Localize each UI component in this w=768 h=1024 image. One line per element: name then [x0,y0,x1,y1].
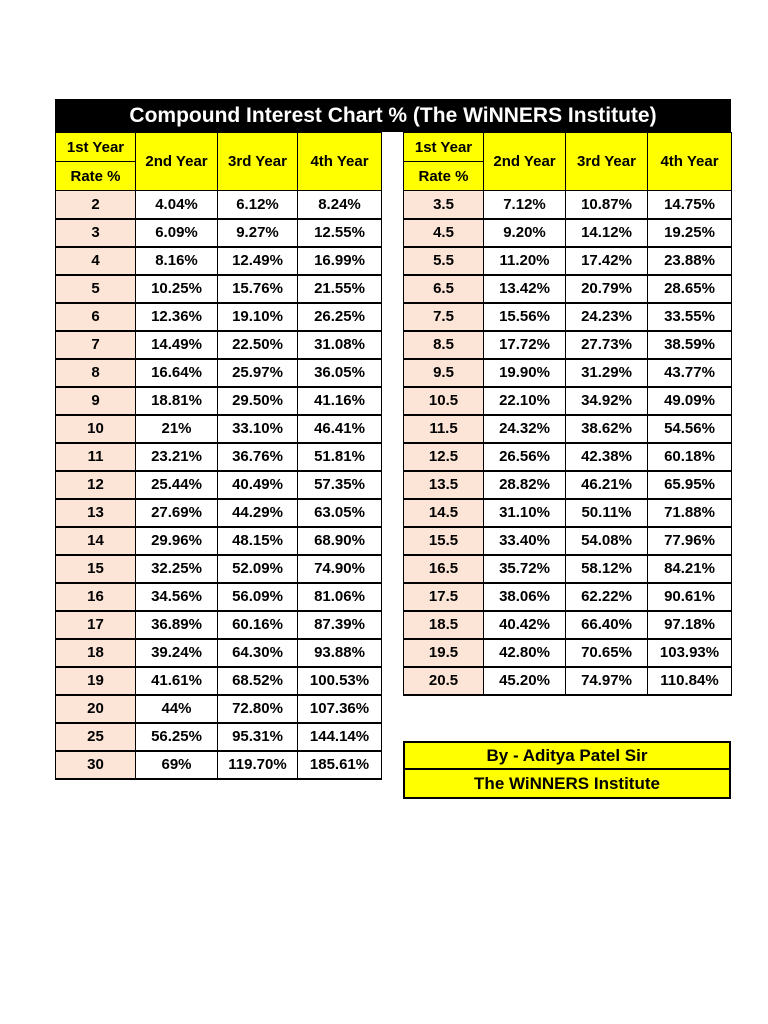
rate-cell: 3 [56,219,136,247]
rate-cell: 4 [56,247,136,275]
third-year-cell: 19.10% [218,303,298,331]
table-row [56,639,382,667]
third-year-cell: 70.65% [566,639,648,667]
rate-cell: 9 [56,387,136,415]
rate-cell: 19.5 [404,639,484,667]
rate-cell: 18.5 [404,611,484,639]
header-fourth-year: 4th Year [298,133,382,191]
header-fourth-year: 4th Year [648,133,732,191]
fourth-year-cell: 16.99% [298,247,382,275]
rate-cell: 10 [56,415,136,443]
table-row [56,387,382,415]
table-row [56,219,382,247]
table-row [404,555,732,583]
second-year-cell: 9.20% [484,219,566,247]
rate-cell: 7 [56,331,136,359]
table-row [56,471,382,499]
second-year-cell: 41.61% [136,667,218,695]
table-row [404,359,732,387]
third-year-cell: 42.38% [566,443,648,471]
fourth-year-cell: 81.06% [298,583,382,611]
table-row [56,303,382,331]
second-year-cell: 17.72% [484,331,566,359]
fourth-year-cell: 23.88% [648,247,732,275]
table-row [404,331,732,359]
fourth-year-cell: 87.39% [298,611,382,639]
fourth-year-cell: 68.90% [298,527,382,555]
rate-cell: 8.5 [404,331,484,359]
third-year-cell: 34.92% [566,387,648,415]
second-year-cell: 33.40% [484,527,566,555]
third-year-cell: 15.76% [218,275,298,303]
second-year-cell: 10.25% [136,275,218,303]
rate-cell: 5 [56,275,136,303]
second-year-cell: 25.44% [136,471,218,499]
second-year-cell: 8.16% [136,247,218,275]
third-year-cell: 20.79% [566,275,648,303]
header-first-year: 1st Year [404,133,484,162]
fourth-year-cell: 26.25% [298,303,382,331]
rate-cell: 14.5 [404,499,484,527]
fourth-year-cell: 107.36% [298,695,382,723]
third-year-cell: 66.40% [566,611,648,639]
credit-institute: The WiNNERS Institute [403,770,731,799]
rate-cell: 3.5 [404,191,484,219]
fourth-year-cell: 12.55% [298,219,382,247]
second-year-cell: 56.25% [136,723,218,751]
fourth-year-cell: 49.09% [648,387,732,415]
third-year-cell: 52.09% [218,555,298,583]
rate-cell: 16 [56,583,136,611]
credit-author: By - Aditya Patel Sir [403,741,731,770]
third-year-cell: 17.42% [566,247,648,275]
table-row [404,303,732,331]
rate-cell: 2 [56,191,136,219]
rate-cell: 20.5 [404,667,484,695]
rate-cell: 11 [56,443,136,471]
rate-cell: 5.5 [404,247,484,275]
table-row [56,331,382,359]
header-third-year: 3rd Year [566,133,648,191]
table-row [56,723,382,751]
third-year-cell: 62.22% [566,583,648,611]
table-row [56,443,382,471]
rate-cell: 4.5 [404,219,484,247]
fourth-year-cell: 103.93% [648,639,732,667]
rate-cell: 17 [56,611,136,639]
second-year-cell: 23.21% [136,443,218,471]
fourth-year-cell: 110.84% [648,667,732,695]
third-year-cell: 10.87% [566,191,648,219]
table-row [404,415,732,443]
fourth-year-cell: 33.55% [648,303,732,331]
second-year-cell: 16.64% [136,359,218,387]
fourth-year-cell: 57.35% [298,471,382,499]
second-year-cell: 14.49% [136,331,218,359]
second-year-cell: 44% [136,695,218,723]
fourth-year-cell: 46.41% [298,415,382,443]
fourth-year-cell: 14.75% [648,191,732,219]
second-year-cell: 21% [136,415,218,443]
fourth-year-cell: 21.55% [298,275,382,303]
table-row [56,583,382,611]
fourth-year-cell: 93.88% [298,639,382,667]
third-year-cell: 6.12% [218,191,298,219]
third-year-cell: 31.29% [566,359,648,387]
table-row [404,275,732,303]
second-year-cell: 26.56% [484,443,566,471]
third-year-cell: 68.52% [218,667,298,695]
second-year-cell: 4.04% [136,191,218,219]
second-year-cell: 29.96% [136,527,218,555]
third-year-cell: 27.73% [566,331,648,359]
third-year-cell: 9.27% [218,219,298,247]
rate-cell: 15.5 [404,527,484,555]
table-row [56,275,382,303]
third-year-cell: 54.08% [566,527,648,555]
table-row [404,443,732,471]
second-year-cell: 22.10% [484,387,566,415]
rate-cell: 6.5 [404,275,484,303]
third-year-cell: 33.10% [218,415,298,443]
rate-cell: 15 [56,555,136,583]
third-year-cell: 12.49% [218,247,298,275]
second-year-cell: 32.25% [136,555,218,583]
fourth-year-cell: 71.88% [648,499,732,527]
third-year-cell: 14.12% [566,219,648,247]
table-row [56,415,382,443]
rate-cell: 6 [56,303,136,331]
fourth-year-cell: 97.18% [648,611,732,639]
fourth-year-cell: 19.25% [648,219,732,247]
third-year-cell: 48.15% [218,527,298,555]
rate-cell: 30 [56,751,136,779]
header-second-year: 2nd Year [136,133,218,191]
third-year-cell: 44.29% [218,499,298,527]
rate-table-left [55,132,382,780]
third-year-cell: 60.16% [218,611,298,639]
fourth-year-cell: 43.77% [648,359,732,387]
header-third-year: 3rd Year [218,133,298,191]
third-year-cell: 29.50% [218,387,298,415]
fourth-year-cell: 28.65% [648,275,732,303]
rate-cell: 18 [56,639,136,667]
third-year-cell: 74.97% [566,667,648,695]
rate-cell: 14 [56,527,136,555]
table-row [404,191,732,219]
rate-cell: 20 [56,695,136,723]
table-row [56,527,382,555]
fourth-year-cell: 38.59% [648,331,732,359]
table-row [56,695,382,723]
rate-cell: 8 [56,359,136,387]
fourth-year-cell: 77.96% [648,527,732,555]
second-year-cell: 28.82% [484,471,566,499]
table-row [56,359,382,387]
fourth-year-cell: 63.05% [298,499,382,527]
third-year-cell: 46.21% [566,471,648,499]
rate-table-right [403,132,732,696]
table-row [404,527,732,555]
rate-cell: 9.5 [404,359,484,387]
fourth-year-cell: 100.53% [298,667,382,695]
fourth-year-cell: 185.61% [298,751,382,779]
second-year-cell: 36.89% [136,611,218,639]
third-year-cell: 72.80% [218,695,298,723]
table-row [404,611,732,639]
third-year-cell: 36.76% [218,443,298,471]
second-year-cell: 24.32% [484,415,566,443]
third-year-cell: 56.09% [218,583,298,611]
table-row [56,611,382,639]
header-rate: Rate % [56,162,136,191]
third-year-cell: 38.62% [566,415,648,443]
rate-cell: 10.5 [404,387,484,415]
third-year-cell: 40.49% [218,471,298,499]
second-year-cell: 6.09% [136,219,218,247]
third-year-cell: 119.70% [218,751,298,779]
rate-cell: 17.5 [404,583,484,611]
second-year-cell: 19.90% [484,359,566,387]
third-year-cell: 58.12% [566,555,648,583]
fourth-year-cell: 144.14% [298,723,382,751]
table-row [404,639,732,667]
second-year-cell: 34.56% [136,583,218,611]
rate-cell: 7.5 [404,303,484,331]
table-row [404,499,732,527]
table-row [56,191,382,219]
fourth-year-cell: 60.18% [648,443,732,471]
header-rate: Rate % [404,162,484,191]
rate-cell: 16.5 [404,555,484,583]
fourth-year-cell: 54.56% [648,415,732,443]
fourth-year-cell: 84.21% [648,555,732,583]
third-year-cell: 25.97% [218,359,298,387]
table-row [56,751,382,779]
fourth-year-cell: 36.05% [298,359,382,387]
table-row [56,499,382,527]
rate-cell: 12 [56,471,136,499]
table-row [404,247,732,275]
table-row [404,583,732,611]
second-year-cell: 42.80% [484,639,566,667]
table-row [404,219,732,247]
second-year-cell: 12.36% [136,303,218,331]
second-year-cell: 27.69% [136,499,218,527]
table-row [404,387,732,415]
header-second-year: 2nd Year [484,133,566,191]
second-year-cell: 40.42% [484,611,566,639]
second-year-cell: 13.42% [484,275,566,303]
second-year-cell: 11.20% [484,247,566,275]
fourth-year-cell: 41.16% [298,387,382,415]
table-row [56,247,382,275]
fourth-year-cell: 8.24% [298,191,382,219]
fourth-year-cell: 51.81% [298,443,382,471]
second-year-cell: 15.56% [484,303,566,331]
rate-cell: 25 [56,723,136,751]
rate-cell: 13.5 [404,471,484,499]
second-year-cell: 35.72% [484,555,566,583]
rate-cell: 12.5 [404,443,484,471]
table-row [56,555,382,583]
fourth-year-cell: 65.95% [648,471,732,499]
fourth-year-cell: 74.90% [298,555,382,583]
third-year-cell: 95.31% [218,723,298,751]
second-year-cell: 38.06% [484,583,566,611]
second-year-cell: 45.20% [484,667,566,695]
third-year-cell: 64.30% [218,639,298,667]
fourth-year-cell: 90.61% [648,583,732,611]
fourth-year-cell: 31.08% [298,331,382,359]
header-first-year: 1st Year [56,133,136,162]
table-row [404,667,732,695]
table-row [56,667,382,695]
third-year-cell: 50.11% [566,499,648,527]
second-year-cell: 39.24% [136,639,218,667]
second-year-cell: 7.12% [484,191,566,219]
page-title: Compound Interest Chart % (The WiNNERS Institute) [55,99,731,132]
rate-cell: 19 [56,667,136,695]
second-year-cell: 31.10% [484,499,566,527]
third-year-cell: 24.23% [566,303,648,331]
third-year-cell: 22.50% [218,331,298,359]
rate-cell: 13 [56,499,136,527]
table-row [404,471,732,499]
rate-cell: 11.5 [404,415,484,443]
second-year-cell: 69% [136,751,218,779]
second-year-cell: 18.81% [136,387,218,415]
